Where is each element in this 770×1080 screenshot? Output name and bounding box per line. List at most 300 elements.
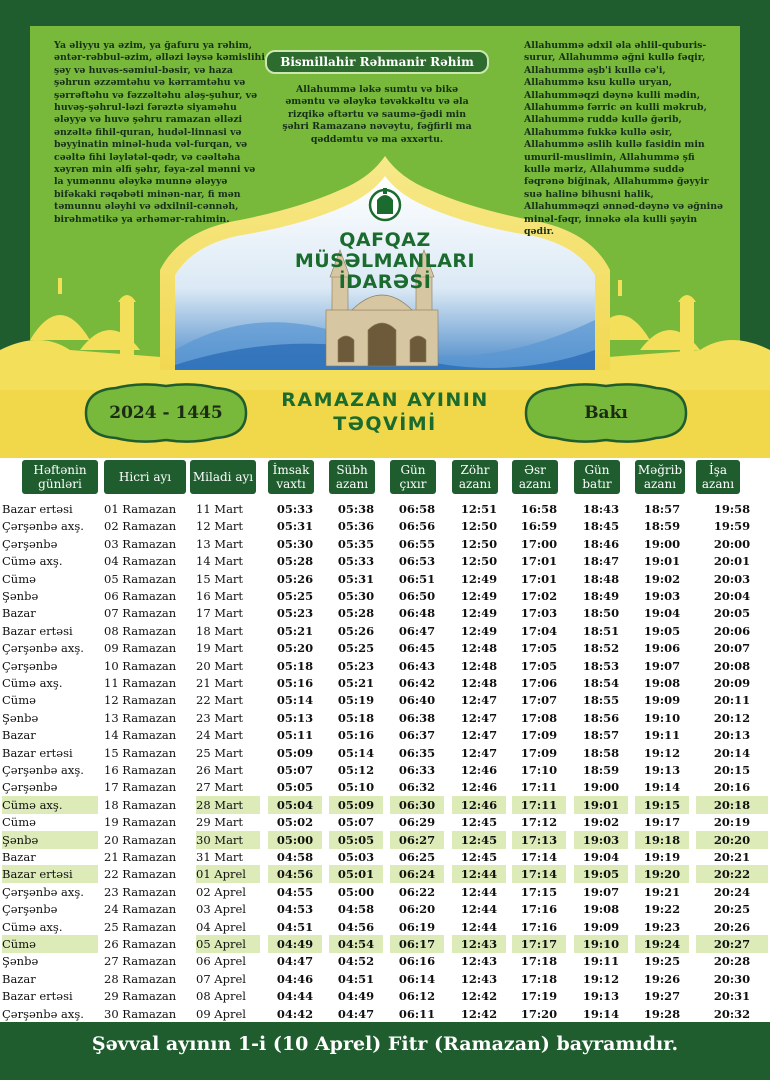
sunset-time-cell: 19:11 (582, 954, 620, 969)
zohr-time-cell: 12:49 (460, 571, 498, 586)
isha-time-cell: 20:08 (713, 658, 751, 673)
hijri-date-cell: 20 Ramazan (104, 832, 177, 847)
asr-time-cell: 17:03 (520, 606, 558, 621)
sunset-time-cell: 19:12 (582, 971, 620, 986)
header-sunrise: Gün çıxır (390, 460, 436, 494)
imsak-time-cell: 05:30 (276, 536, 314, 551)
sunrise-time-cell: 06:24 (390, 865, 444, 883)
imsak-time-cell: 05:07 (276, 763, 314, 777)
subh-time-cell: 05:38 (337, 502, 375, 516)
dua-left-text: Ya əliyyu ya əzim, ya ğafuru ya rəhim, əntər-rəbbul-əzim, əlləzi ləysə kəmislihi şəy və huvəs-səmiul-bəsir, və haza şəhrun əzzəmtəhu və kərramtəhu və şərrəftəhu və fəzzəltəhu aləş-şuhur, və huvəş-şəhrul-ləzi fərəztə siyaməhu ələyyə və huvə şəhru ramazan əlləzi ənzəltə fihil-quran, hudəl-linnasi və bəyyinatin minəl-huda vəl-furqan, və cəəltə fihi ləylətəl-qədr, və cəəltəha xəyrən min əlfi şəhr, fəya-zəl mənni və la yumənnu ələykə munnə ələyyə bifəkaki rəqəbəti minən-nar, fi mən təmunnu ələyhi və ədxilnil-cənnəh, birəhmətikə ya ərhəmər-rahimin. (54, 40, 265, 225)
gregorian-date-cell: 01 Aprel (196, 865, 260, 883)
subh-time-cell: 05:00 (337, 884, 375, 899)
isha-time-cell: 20:03 (713, 571, 751, 586)
imsak-time-cell: 04:55 (276, 884, 314, 899)
table-row (0, 796, 770, 814)
asr-time-cell: 17:15 (520, 884, 558, 899)
subh-time-cell: 05:03 (337, 850, 375, 864)
asr-time-cell: 17:01 (520, 554, 558, 569)
zohr-time-cell: 12:45 (452, 831, 506, 849)
sunrise-time-cell: 06:58 (398, 502, 436, 516)
asr-time-cell: 17:18 (520, 971, 558, 986)
subh-time-cell: 05:09 (329, 796, 383, 814)
hijri-date-cell: 21 Ramazan (104, 850, 177, 864)
maghrib-time-cell: 19:13 (643, 763, 681, 777)
table-row (0, 622, 770, 640)
sunrise-time-cell: 06:43 (398, 658, 436, 673)
weekday-cell: Bazar (2, 850, 36, 864)
zohr-time-cell: 12:45 (460, 815, 498, 830)
asr-time-cell: 17:11 (520, 780, 558, 795)
weekday-cell: Çərşənbə (2, 902, 58, 917)
sunset-time-cell: 19:13 (582, 989, 620, 1004)
sunset-time-cell: 18:54 (582, 676, 620, 690)
gregorian-date-cell: 19 Mart (196, 641, 244, 656)
isha-time-cell: 20:22 (696, 865, 768, 883)
weekday-cell: Bazar ertəsi (2, 989, 73, 1004)
asr-time-cell: 16:59 (520, 519, 558, 534)
weekday-cell: Bazar (2, 606, 36, 621)
isha-time-cell: 20:15 (713, 763, 751, 777)
asr-time-cell: 17:06 (520, 676, 558, 690)
zohr-time-cell: 12:47 (460, 745, 498, 760)
sunset-time-cell: 18:53 (582, 658, 620, 673)
sunset-time-cell: 18:47 (582, 554, 620, 569)
hijri-date-cell: 27 Ramazan (104, 954, 177, 969)
table-row (0, 1005, 770, 1023)
gregorian-date-cell: 02 Aprel (196, 884, 246, 899)
asr-time-cell: 17:05 (520, 641, 558, 656)
table-row (0, 691, 770, 709)
sunset-time-cell: 18:45 (582, 519, 620, 534)
subh-time-cell: 04:54 (329, 935, 383, 953)
table-row (0, 570, 770, 588)
weekday-cell: Çərşənbə axş. (2, 884, 84, 899)
maghrib-time-cell: 19:00 (643, 536, 681, 551)
maghrib-time-cell: 19:05 (643, 623, 681, 638)
imsak-time-cell: 05:18 (276, 658, 314, 673)
isha-time-cell: 20:14 (713, 745, 751, 760)
gregorian-date-cell: 05 Aprel (196, 935, 260, 953)
sunset-time-cell: 18:49 (582, 589, 620, 603)
imsak-time-cell: 05:26 (276, 571, 314, 586)
hijri-date-cell: 18 Ramazan (104, 797, 177, 812)
hijri-date-cell: 19 Ramazan (104, 815, 177, 830)
bismillah-banner: Bismillahir Rəhmanir Rəhim (265, 50, 489, 74)
header-imsak: İmsak vaxtı (268, 460, 314, 494)
maghrib-time-cell: 19:03 (643, 589, 681, 603)
sunset-time-cell: 18:59 (582, 763, 620, 777)
weekday-cell: Şənbə (2, 954, 39, 969)
isha-time-cell: 20:13 (713, 728, 751, 743)
gregorian-date-cell: 24 Mart (196, 728, 244, 743)
subh-time-cell: 05:05 (329, 831, 383, 849)
subh-time-cell: 05:33 (337, 554, 375, 569)
sunset-time-cell: 18:43 (582, 502, 620, 516)
table-row (0, 918, 770, 936)
subh-time-cell: 05:14 (337, 745, 375, 760)
table-row (0, 744, 770, 762)
imsak-time-cell: 05:20 (276, 641, 314, 656)
hijri-date-cell: 28 Ramazan (104, 971, 177, 986)
sunrise-time-cell: 06:14 (398, 971, 436, 986)
asr-time-cell: 17:07 (520, 693, 558, 708)
gregorian-date-cell: 30 Mart (196, 831, 260, 849)
table-row (0, 883, 770, 901)
maghrib-time-cell: 19:24 (635, 935, 689, 953)
sunrise-time-cell: 06:48 (398, 606, 436, 621)
gregorian-date-cell: 27 Mart (196, 780, 244, 795)
weekday-cell: Cümə (2, 935, 98, 953)
zohr-time-cell: 12:42 (460, 1006, 498, 1021)
header-asr: Əsr azanı (512, 460, 558, 494)
zohr-time-cell: 12:48 (460, 658, 498, 673)
sunrise-time-cell: 06:27 (390, 831, 444, 849)
maghrib-time-cell: 19:20 (635, 865, 689, 883)
table-row (0, 848, 770, 866)
table-row (0, 604, 770, 622)
hijri-date-cell: 10 Ramazan (104, 658, 177, 673)
subh-time-cell: 04:56 (337, 919, 375, 934)
hijri-date-cell: 23 Ramazan (104, 884, 177, 899)
maghrib-time-cell: 19:08 (643, 676, 681, 690)
weekday-cell: Çərşənbə (2, 658, 58, 673)
sunrise-time-cell: 06:12 (398, 989, 436, 1004)
zohr-time-cell: 12:46 (460, 763, 498, 777)
zohr-time-cell: 12:50 (460, 519, 498, 534)
hijri-date-cell: 15 Ramazan (104, 745, 177, 760)
hijri-date-cell: 03 Ramazan (104, 536, 177, 551)
imsak-time-cell: 05:31 (276, 519, 314, 534)
isha-time-cell: 20:04 (713, 589, 751, 603)
zohr-time-cell: 12:49 (460, 589, 498, 603)
weekday-cell: Şənbə (2, 710, 39, 725)
gregorian-date-cell: 31 Mart (196, 850, 244, 864)
isha-time-cell: 19:58 (713, 502, 751, 516)
sunset-time-cell: 19:04 (582, 850, 620, 864)
zohr-time-cell: 12:44 (452, 865, 506, 883)
sunrise-time-cell: 06:37 (398, 728, 436, 743)
hijri-date-cell: 26 Ramazan (104, 937, 177, 951)
isha-time-cell: 20:06 (713, 623, 751, 638)
zohr-time-cell: 12:47 (460, 728, 498, 743)
asr-time-cell: 17:08 (520, 710, 558, 725)
sunset-time-cell: 19:03 (574, 831, 628, 849)
zohr-time-cell: 12:46 (460, 780, 498, 795)
subh-time-cell: 05:25 (337, 641, 375, 656)
gregorian-date-cell: 12 Mart (196, 519, 244, 534)
weekday-cell: Cümə (2, 571, 36, 586)
maghrib-time-cell: 19:04 (643, 606, 681, 621)
weekday-cell: Bazar ertəsi (2, 745, 73, 760)
hijri-date-cell: 22 Ramazan (104, 867, 177, 882)
header-maghrib: Məğrib azanı (635, 460, 685, 494)
subh-time-cell: 05:01 (329, 865, 383, 883)
table-row (0, 500, 770, 518)
maghrib-time-cell: 19:02 (643, 571, 681, 586)
sunrise-time-cell: 06:38 (398, 710, 436, 725)
hijri-date-cell: 11 Ramazan (104, 676, 177, 690)
table-row (0, 674, 770, 692)
sunset-time-cell: 19:05 (574, 865, 628, 883)
table-row (0, 831, 770, 849)
sunset-time-cell: 18:51 (582, 623, 620, 638)
weekday-cell: Çərşənbə axş. (2, 763, 84, 777)
dua-middle-text: Allahummə ləkə sumtu və bikə əməntu və ələykə təvəkkəltu və əla rizqikə əftərtu və saumə-ğədi min şəhri Ramazanə nəvəytu, fəğfirli ma qəddəmtu və ma əxxərtu. (282, 84, 472, 145)
weekday-cell: Çərşənbə axş. (2, 1006, 84, 1021)
imsak-time-cell: 04:51 (276, 919, 314, 934)
subh-time-cell: 05:23 (337, 658, 375, 673)
maghrib-time-cell: 18:59 (643, 519, 681, 534)
asr-time-cell: 17:10 (520, 763, 558, 777)
isha-time-cell: 20:12 (713, 710, 751, 725)
imsak-time-cell: 05:02 (276, 815, 314, 830)
gregorian-date-cell: 17 Mart (196, 606, 244, 621)
imsak-time-cell: 05:33 (276, 502, 314, 516)
weekday-cell: Bazar ertəsi (2, 623, 73, 638)
asr-time-cell: 17:13 (512, 831, 566, 849)
maghrib-time-cell: 19:12 (643, 745, 681, 760)
isha-time-cell: 20:24 (713, 884, 751, 899)
isha-time-cell: 20:27 (696, 935, 768, 953)
imsak-time-cell: 05:13 (276, 710, 314, 725)
sunset-time-cell: 19:07 (582, 884, 620, 899)
isha-time-cell: 20:30 (713, 971, 751, 986)
dua-right-text: Allahummə ədxil əla əhlil-quburis-surur, Allahummə əğni kullə fəqir, Allahummə əşb'i kullə cə'i, Allahummə ksu kullə uryan, Allahumməqzi dəynə kulli mədin, Allahummə fərric ən kulli məkrub, Allahummə ruddə kullə ğərib, Allahummə fukkə kullə əsir, Allahummə əslih kullə fasidin min umuril-muslimin, Allahummə şfi kullə məriz, Allahummə suddə fəqrənə biğinak, Allahummə ğəyyir suə halinə bihusni halik, Allahumməqzi ənnəd-dəynə və əğninə minəl-fəqr, innəkə əla kulli şəyin qədir. (524, 40, 723, 238)
asr-time-cell: 16:58 (520, 502, 558, 516)
hijri-date-cell: 02 Ramazan (104, 519, 177, 534)
maghrib-time-cell: 19:18 (635, 831, 689, 849)
sunset-time-cell: 18:48 (582, 571, 620, 586)
sunrise-time-cell: 06:56 (398, 519, 436, 534)
maghrib-time-cell: 19:01 (643, 554, 681, 569)
maghrib-time-cell: 19:06 (643, 641, 681, 656)
gregorian-date-cell: 18 Mart (196, 623, 244, 638)
imsak-time-cell: 05:00 (268, 831, 322, 849)
zohr-time-cell: 12:42 (460, 989, 498, 1004)
subh-time-cell: 05:10 (337, 780, 375, 795)
imsak-time-cell: 05:16 (276, 676, 314, 690)
subh-time-cell: 05:26 (337, 623, 375, 638)
maghrib-time-cell: 19:21 (643, 884, 681, 899)
table-row (0, 517, 770, 535)
gregorian-date-cell: 04 Aprel (196, 919, 246, 934)
imsak-time-cell: 05:21 (276, 623, 314, 638)
table-row (0, 865, 770, 883)
sunrise-time-cell: 06:45 (398, 641, 436, 656)
imsak-time-cell: 04:47 (276, 954, 314, 969)
sunrise-time-cell: 06:19 (398, 919, 436, 934)
header-weekday: Həftənin günləri (22, 460, 98, 494)
subh-time-cell: 04:51 (337, 971, 375, 986)
header-isha: İşa azanı (696, 460, 740, 494)
hijri-date-cell: 13 Ramazan (104, 710, 177, 725)
sunset-time-cell: 19:09 (582, 919, 620, 934)
maghrib-time-cell: 19:07 (643, 658, 681, 673)
imsak-time-cell: 05:11 (276, 728, 314, 743)
sunrise-time-cell: 06:32 (398, 780, 436, 795)
maghrib-time-cell: 19:25 (643, 954, 681, 969)
imsak-time-cell: 04:49 (268, 935, 322, 953)
sunset-time-cell: 19:01 (574, 796, 628, 814)
isha-time-cell: 20:26 (713, 919, 751, 934)
city-text: Bakı (584, 403, 628, 423)
calendar-title (260, 388, 510, 436)
table-row (0, 987, 770, 1005)
table-row (0, 535, 770, 553)
header-subh: Sübh azanı (329, 460, 375, 494)
sunrise-time-cell: 06:51 (398, 571, 436, 586)
isha-time-cell: 20:20 (696, 831, 768, 849)
asr-time-cell: 17:09 (520, 728, 558, 743)
gregorian-date-cell: 21 Mart (196, 676, 244, 690)
sunrise-time-cell: 06:25 (398, 850, 436, 864)
asr-time-cell: 17:05 (520, 658, 558, 673)
maghrib-time-cell: 19:27 (643, 989, 681, 1004)
table-row (0, 813, 770, 831)
asr-time-cell: 17:11 (512, 796, 566, 814)
asr-time-cell: 17:16 (520, 919, 558, 934)
imsak-time-cell: 04:46 (276, 971, 314, 986)
subh-time-cell: 04:58 (337, 902, 375, 917)
header-hijri: Hicri ayı (104, 460, 186, 494)
maghrib-time-cell: 19:11 (643, 728, 681, 743)
header-zohr: Zöhr azanı (452, 460, 498, 494)
organization-logo-icon (368, 186, 402, 224)
hijri-date-cell: 29 Ramazan (104, 989, 177, 1004)
subh-time-cell: 05:21 (337, 676, 375, 690)
asr-time-cell: 17:18 (520, 954, 558, 969)
subh-time-cell: 04:47 (337, 1006, 375, 1021)
zohr-time-cell: 12:50 (460, 536, 498, 551)
table-row (0, 970, 770, 988)
weekday-cell: Cümə (2, 815, 36, 830)
asr-time-cell: 17:19 (520, 989, 558, 1004)
subh-time-cell: 05:12 (337, 763, 375, 777)
maghrib-time-cell: 19:15 (635, 796, 689, 814)
gregorian-date-cell: 25 Mart (196, 745, 244, 760)
gregorian-date-cell: 15 Mart (196, 571, 244, 586)
imsak-time-cell: 05:23 (276, 606, 314, 621)
hijri-date-cell: 05 Ramazan (104, 571, 177, 586)
maghrib-time-cell: 19:19 (643, 850, 681, 864)
asr-time-cell: 17:14 (520, 850, 558, 864)
gregorian-date-cell: 20 Mart (196, 658, 244, 673)
zohr-time-cell: 12:43 (452, 935, 506, 953)
imsak-time-cell: 05:09 (276, 745, 314, 760)
sunset-time-cell: 19:14 (582, 1006, 620, 1021)
sunrise-time-cell: 06:17 (390, 935, 444, 953)
table-row (0, 935, 770, 953)
zohr-time-cell: 12:44 (460, 919, 498, 934)
organization-title: QAFQAZ MÜSƏLMANLARI İDARƏSİ (294, 229, 476, 293)
subh-time-cell: 05:19 (337, 693, 375, 708)
sunrise-time-cell: 06:47 (398, 623, 436, 638)
sunset-time-cell: 19:02 (582, 815, 620, 830)
zohr-time-cell: 12:43 (460, 954, 498, 969)
maghrib-time-cell: 19:17 (643, 815, 681, 830)
subh-time-cell: 05:16 (337, 728, 375, 743)
weekday-cell: Bazar ertəsi (2, 865, 98, 883)
imsak-time-cell: 04:53 (276, 902, 314, 917)
table-row (0, 587, 770, 605)
table-row (0, 761, 770, 779)
isha-time-cell: 20:11 (713, 693, 751, 708)
weekday-cell: Şənbə (2, 831, 98, 849)
maghrib-time-cell: 18:57 (643, 502, 681, 516)
asr-time-cell: 17:01 (520, 571, 558, 586)
table-row (0, 900, 770, 918)
sunrise-time-cell: 06:35 (398, 745, 436, 760)
imsak-time-cell: 04:42 (276, 1006, 314, 1021)
subh-time-cell: 05:31 (337, 571, 375, 586)
sunrise-time-cell: 06:55 (398, 536, 436, 551)
weekday-cell: Bazar ertəsi (2, 502, 73, 516)
sunrise-time-cell: 06:53 (398, 554, 436, 569)
table-row (0, 657, 770, 675)
subh-time-cell: 04:52 (337, 954, 375, 969)
asr-time-cell: 17:09 (520, 745, 558, 760)
subh-time-cell: 05:28 (337, 606, 375, 621)
table-row (0, 639, 770, 657)
header-gregorian: Miladi ayı (190, 460, 256, 494)
hijri-date-cell: 09 Ramazan (104, 641, 177, 656)
zohr-time-cell: 12:46 (452, 796, 506, 814)
hijri-date-cell: 25 Ramazan (104, 919, 177, 934)
gregorian-date-cell: 07 Aprel (196, 971, 246, 986)
isha-time-cell: 20:19 (713, 815, 751, 830)
gregorian-date-cell: 23 Mart (196, 710, 244, 725)
year-badge (80, 380, 252, 446)
asr-time-cell: 17:00 (520, 536, 558, 551)
isha-time-cell: 20:25 (713, 902, 751, 917)
sunrise-time-cell: 06:16 (398, 954, 436, 969)
hijri-date-cell: 17 Ramazan (104, 780, 177, 795)
table-row (0, 552, 770, 570)
hijri-date-cell: 08 Ramazan (104, 623, 177, 638)
sunset-time-cell: 18:56 (582, 710, 620, 725)
hijri-date-cell: 16 Ramazan (104, 763, 177, 777)
weekday-cell: Çərşənbə (2, 536, 58, 551)
zohr-time-cell: 12:45 (460, 850, 498, 864)
hijri-date-cell: 07 Ramazan (104, 606, 177, 621)
imsak-time-cell: 05:14 (276, 693, 314, 708)
table-row (0, 952, 770, 970)
footer-note: Şəvval ayının 1-i (10 Aprel) Fitr (Ramazan) bayramıdır. (91, 1033, 679, 1055)
weekday-cell: Bazar (2, 728, 36, 743)
zohr-time-cell: 12:44 (460, 884, 498, 899)
imsak-time-cell: 04:56 (268, 865, 322, 883)
isha-time-cell: 20:32 (713, 1006, 751, 1021)
sunrise-time-cell: 06:42 (398, 676, 436, 690)
sunrise-time-cell: 06:11 (398, 1006, 436, 1021)
sunrise-time-cell: 06:22 (398, 884, 436, 899)
sunset-time-cell: 18:50 (582, 606, 620, 621)
maghrib-time-cell: 19:28 (643, 1006, 681, 1021)
weekday-cell: Cümə axş. (2, 676, 63, 690)
zohr-time-cell: 12:47 (460, 693, 498, 708)
weekday-cell: Cümə axş. (2, 554, 63, 569)
sunrise-time-cell: 06:50 (398, 589, 436, 603)
asr-time-cell: 17:20 (520, 1006, 558, 1021)
asr-time-cell: 17:02 (520, 589, 558, 603)
sunrise-time-cell: 06:40 (398, 693, 436, 708)
isha-time-cell: 20:16 (713, 780, 751, 795)
asr-time-cell: 17:04 (520, 623, 558, 638)
calendar-title-line1: RAMAZAN AYININ (281, 389, 489, 411)
zohr-time-cell: 12:49 (460, 623, 498, 638)
weekday-cell: Çərşənbə axş. (2, 519, 84, 534)
